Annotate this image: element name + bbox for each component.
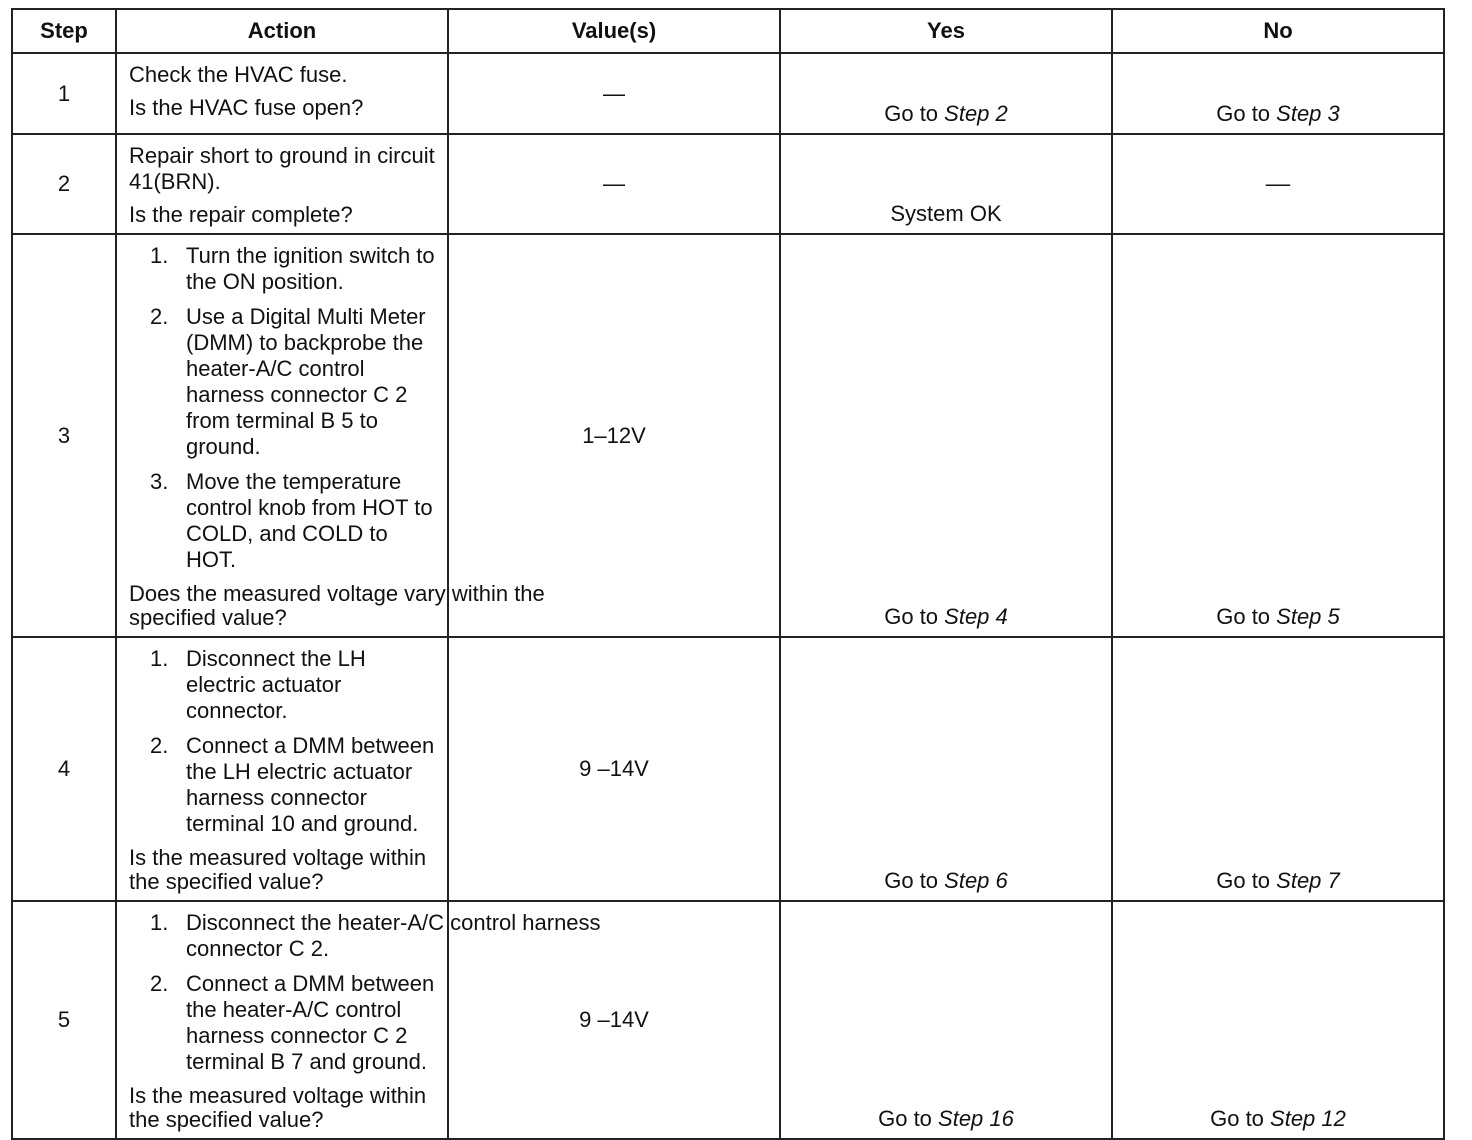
action-cell [116, 134, 448, 234]
header-action: Action [116, 9, 448, 53]
no-prefix: –– [1265, 171, 1291, 196]
item-text: Use a Digital Multi Meter (DMM) to backprobe the heater-A/C control harness connector C 2 from terminal B 5 to ground. [186, 304, 426, 459]
list-item [129, 304, 437, 460]
item-number: 1. [150, 910, 169, 935]
yes-step-link: Step 6 [944, 868, 1008, 893]
yes-prefix: Go to [884, 604, 945, 629]
step-number: 4 [12, 637, 116, 901]
no-cell [1112, 637, 1444, 901]
item-number: 1. [150, 646, 169, 671]
no-prefix: Go to [1216, 868, 1277, 893]
no-step-link: Step 7 [1276, 868, 1340, 893]
yes-prefix: Go to [884, 868, 945, 893]
item-text: Move the temperature control knob from HOT to COLD, and COLD to HOT. [186, 469, 433, 572]
value-cell: 9 –14V [448, 901, 780, 1139]
yes-step-link: Step 16 [938, 1106, 1014, 1131]
step-number: 1 [12, 53, 116, 134]
action-cell [116, 234, 545, 637]
action-question: Is the repair complete? [129, 202, 353, 227]
value-cell: 1–12V [448, 234, 780, 637]
table-row [12, 901, 1444, 1139]
no-prefix: Go to [1216, 101, 1277, 126]
action-list [129, 910, 601, 1075]
list-item [129, 243, 437, 295]
table-row [12, 234, 1444, 637]
yes-cell [780, 234, 1112, 637]
table-row [12, 637, 1444, 901]
item-number: 2. [150, 733, 169, 758]
value-cell: 9 –14V [448, 637, 780, 901]
no-cell [1112, 53, 1444, 134]
action-question: Is the measured voltage within the specified value? [129, 845, 427, 894]
list-item [129, 910, 656, 962]
header-yes: Yes [780, 9, 1112, 53]
item-text: Connect a DMM between the LH electric actuator harness connector terminal 10 and ground. [186, 733, 435, 836]
table-row [12, 53, 1444, 134]
header-no: No [1112, 9, 1444, 53]
yes-prefix: Go to [878, 1106, 939, 1131]
no-prefix: Go to [1210, 1106, 1271, 1131]
value-cell: — [448, 134, 780, 234]
list-item [129, 971, 437, 1075]
item-number: 3. [150, 469, 169, 494]
table-header-row [12, 9, 1444, 53]
yes-step-link: Step 4 [944, 604, 1008, 629]
action-cell [116, 901, 601, 1139]
item-number: 1. [150, 243, 169, 268]
item-text: Disconnect the LH electric actuator connector. [186, 646, 366, 723]
list-item [129, 646, 437, 724]
no-cell [1112, 901, 1444, 1139]
yes-cell [780, 134, 1112, 234]
no-prefix: Go to [1216, 604, 1277, 629]
no-cell [1112, 234, 1444, 637]
action-cell [116, 53, 448, 134]
value-cell: — [448, 53, 780, 134]
action-question: Does the measured voltage vary within the specified value? [129, 581, 545, 630]
no-cell [1112, 134, 1444, 234]
no-step-link: Step 12 [1270, 1106, 1346, 1131]
yes-prefix: System OK [890, 201, 1002, 226]
yes-step-link: Step 2 [944, 101, 1008, 126]
yes-cell [780, 637, 1112, 901]
step-number: 3 [12, 234, 116, 637]
item-text: Disconnect the heater-A/C control harness connector C 2. [186, 910, 601, 961]
table-row [12, 134, 1444, 234]
list-item [129, 469, 437, 573]
diagnostic-table [11, 8, 1445, 1140]
action-cell [116, 637, 448, 901]
yes-cell [780, 901, 1112, 1139]
action-list [129, 243, 437, 573]
header-values: Value(s) [448, 9, 780, 53]
yes-prefix: Go to [884, 101, 945, 126]
action-question: Is the measured voltage within the specified value? [129, 1083, 427, 1132]
step-number: 5 [12, 901, 116, 1139]
item-number: 2. [150, 971, 169, 996]
item-number: 2. [150, 304, 169, 329]
item-text: Turn the ignition switch to the ON position. [186, 243, 435, 294]
list-item [129, 733, 437, 837]
header-step: Step [12, 9, 116, 53]
yes-cell [780, 53, 1112, 134]
action-question: Is the HVAC fuse open? [129, 95, 364, 120]
no-step-link: Step 5 [1276, 604, 1340, 629]
action-list [129, 646, 437, 837]
step-number: 2 [12, 134, 116, 234]
no-step-link: Step 3 [1276, 101, 1340, 126]
action-line: Repair short to ground in circuit 41(BRN). [129, 143, 435, 194]
item-text: Connect a DMM between the heater-A/C control harness connector C 2 terminal B 7 and ground. [186, 971, 435, 1074]
action-line: Check the HVAC fuse. [129, 62, 348, 87]
